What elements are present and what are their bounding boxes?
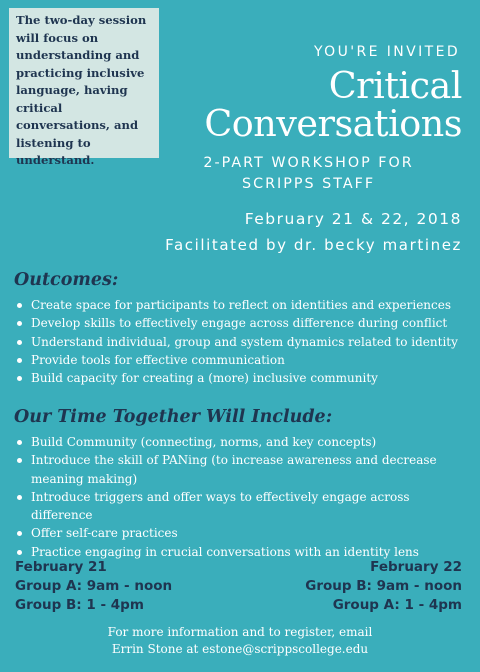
- outcomes-list: [14, 296, 474, 387]
- invited-label: YOU'RE INVITED: [313, 44, 460, 60]
- list-item: Build Community (connecting, norms, and key concepts): [14, 433, 474, 451]
- title-line-1: Critical: [328, 64, 462, 107]
- day-2-session-2: Group A: 1 - 4pm: [332, 597, 462, 613]
- outcomes-heading: Outcomes:: [14, 270, 119, 290]
- event-title: [165, 64, 462, 145]
- day-1-session-1: Group A: 9am - noon: [15, 578, 173, 594]
- list-item: Provide tools for effective communication: [14, 351, 474, 369]
- day-1-date: February 21: [15, 559, 107, 575]
- header: [165, 42, 462, 256]
- list-item: Develop skills to effectively engage across difference during conflict: [14, 314, 474, 332]
- event-date: February 21 & 22, 2018: [244, 210, 462, 228]
- workshop-subtitle: [165, 153, 452, 195]
- list-item: Practice engaging in crucial conversations with an identity lens: [14, 543, 474, 561]
- list-item: Offer self-care practices: [14, 524, 474, 542]
- list-item: Build capacity for creating a (more) inclusive community: [14, 369, 474, 387]
- title-line-2: Conversations: [204, 102, 462, 145]
- schedule-day-2: [305, 558, 462, 615]
- list-item: Create space for participants to reflect on identities and experiences: [14, 296, 474, 314]
- schedule-day-1: [15, 558, 172, 615]
- day-1-session-2: Group B: 1 - 4pm: [15, 597, 144, 613]
- facilitator: Facilitated by dr. becky martinez: [165, 236, 462, 254]
- list-item: Introduce triggers and offer ways to effectively engage across difference: [14, 488, 474, 525]
- footer-line-2: Errin Stone at estone@scrippscollege.edu: [111, 642, 369, 656]
- day-2-date: February 22: [370, 559, 462, 575]
- outcomes-section: [14, 268, 474, 387]
- footer-contact: [0, 624, 480, 658]
- day-2-session-1: Group B: 9am - noon: [305, 578, 462, 594]
- workshop-line-1: 2-PART WORKSHOP FOR: [203, 155, 414, 171]
- intro-box: [9, 8, 159, 167]
- together-section: [14, 405, 474, 561]
- together-heading: Our Time Together Will Include:: [14, 407, 333, 427]
- list-item: Introduce the skill of PANing (to increase awareness and decrease meaning making): [14, 451, 474, 488]
- list-item: Understand individual, group and system dynamics related to identity: [14, 333, 474, 351]
- workshop-line-2: SCRIPPS STAFF: [242, 176, 376, 192]
- together-list: [14, 433, 474, 561]
- footer-line-1: For more information and to register, email: [107, 625, 373, 639]
- intro-text: The two-day session will focus on understanding and practicing inclusive language, having critical conversations, and listening to understand.: [16, 13, 147, 167]
